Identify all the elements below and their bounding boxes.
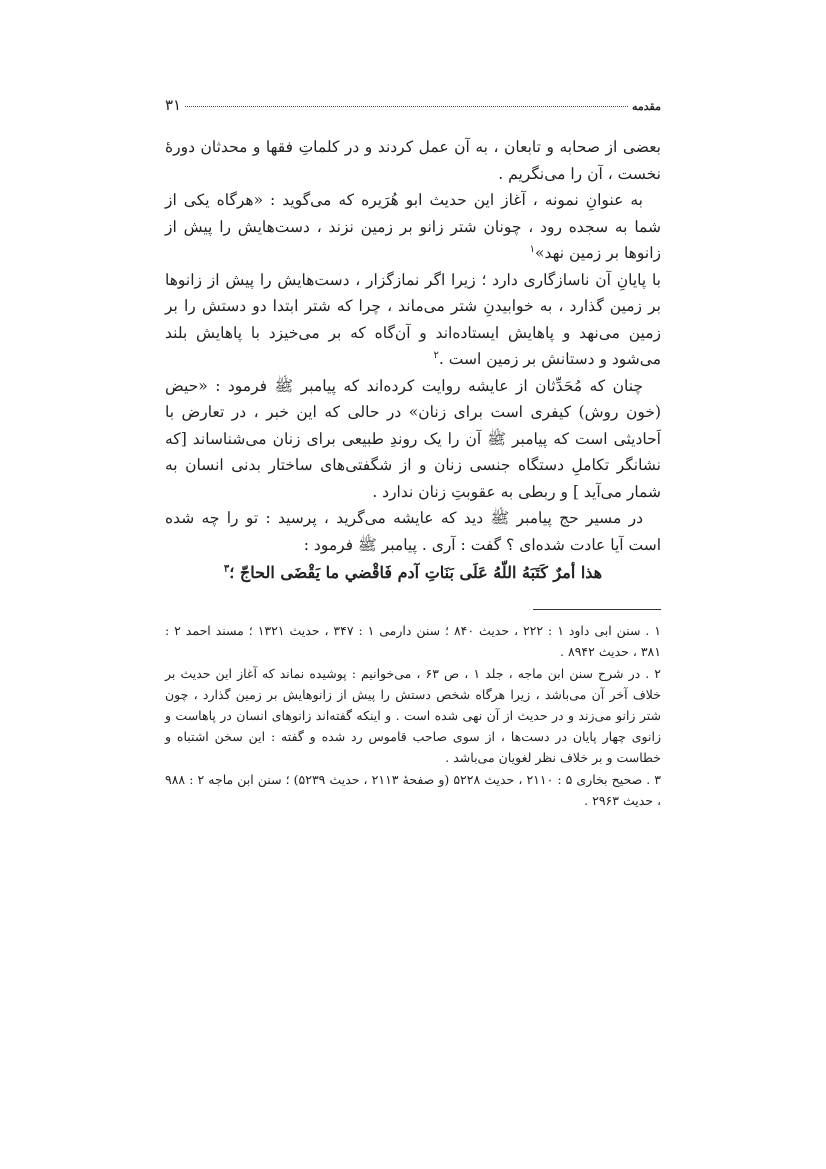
footnote-marker: ۳ — [223, 563, 230, 575]
footnote: ۲ . در شرح سنن ابن ماجه ، جلد ۱ ، ص ۶۳ ، می‌خوانیم : پوشیده نماند که آغاز این حدیث بر خلاف آخر آن می‌باشد ، زیرا هرگاه شخص دستش را پیش از زانوهایش بر زمین گذارد ، چون شتر زانو می‌زند و در حدیث از آن نهی شده است . و اینکه گفته‌اند زانوهای انسان در پاهاست و زانوی چهار پایان در دست‌ها ، از سوی صاحب قاموس رد شده و گفته : این سخن اشتباه و خطاست و بر خلاف نظر لغویان می‌باشد . — [165, 665, 661, 765]
dot-leader — [185, 106, 628, 107]
footnote: ۱ . سنن ابی داود ۱ : ۲۲۲ ، حدیث ۸۴۰ ؛ سنن دارمی ۱ : ۳۴۷ ، حدیث ۱۳۲۱ ؛ مسند احمد ۲ : ۳۸۱ ، حدیث ۸۹۴۲ . — [165, 622, 661, 659]
footnotes — [165, 620, 661, 811]
page-number: ۳۱ — [165, 96, 182, 114]
footnote: ۳ . صحیح بخاری ۵ : ۲۱۱۰ ، حدیث ۵۲۲۸ (و صفحهٔ ۲۱۱۳ ، حدیث ۵۲۳۹) ؛ سنن ابن ماجه ۲ : ۹۸۸ ، حدیث ۲۹۶۳ . — [165, 771, 662, 808]
footnote-marker: ۱ — [529, 243, 535, 255]
main-text — [165, 134, 661, 587]
paragraph-text: به عنوانِ نمونه ، آغاز این حدیث ابو هُرَیره که می‌گوید : «هرگاه یکی از شما به سجده رود ، چونان شتر زانو بر زمین نزند ، دست‌هایش را پیش از زانوها بر زمین نهد» — [165, 191, 661, 262]
paragraph — [165, 187, 661, 267]
paragraph: چنان که مُحَدِّثان از عایشه روایت کرده‌اند که پیامبر ﷺ فرمود : «حیض (خون روش) کیفری است برای زنان» در حالی که این خبر ، در تعارض با اَحادیثی است که پیامبر ﷺ آن را یک روندِ طبیعی برای زنان می‌شناساند [که نشانگر تکاملِ دستگاه جنسی زنان و از شگفتی‌های ساختار بدنی انسان به شمار می‌آید ] و ربطی به عقوبتِ زنان ندارد . — [165, 376, 661, 501]
footnote-separator — [533, 609, 661, 610]
paragraph: بعضی از صحابه و تابعان ، به آن عمل کردند و در کلماتِ فقها و محدثان دورهٔ نخست ، آن را می‌نگریم . — [165, 138, 661, 183]
paragraph — [165, 267, 661, 373]
chapter-title: مقدمه — [631, 100, 661, 113]
footnote-marker: ۲ — [433, 349, 439, 361]
paragraph: در مسیر حج پیامبر ﷺ دید که عایشه می‌گرید ، پرسید : تو را چه شده است آیا عادت شده‌ای ؟ گفت : آری . پیامبر ﷺ فرمود : — [165, 509, 661, 554]
book-page — [165, 96, 661, 812]
paragraph-text: با پایانِ آن ناسازگاری دارد ؛ زیرا اگر نمازگزار ، دست‌هایش را پیش از زانوها بر زمین گذارد ، به خوابیدنِ شتر می‌ماند ، چرا که شتر ابتدا دو دستش را بر زمین می‌نهد و پاهایش ایستاده‌اند و آن‌گاه که بر می‌خیزد با پاهایش بلند می‌شود و دستانش بر زمین است . — [165, 270, 661, 368]
arabic-hadith — [165, 560, 661, 587]
arabic-hadith-text: هذا أمرٌ كَتَبَهُ اللّهُ عَلَى بَنَاتِ آدم فَاقْضي ما يَقْضَى الحاجّ ؛ — [229, 563, 603, 582]
running-header — [165, 96, 661, 120]
